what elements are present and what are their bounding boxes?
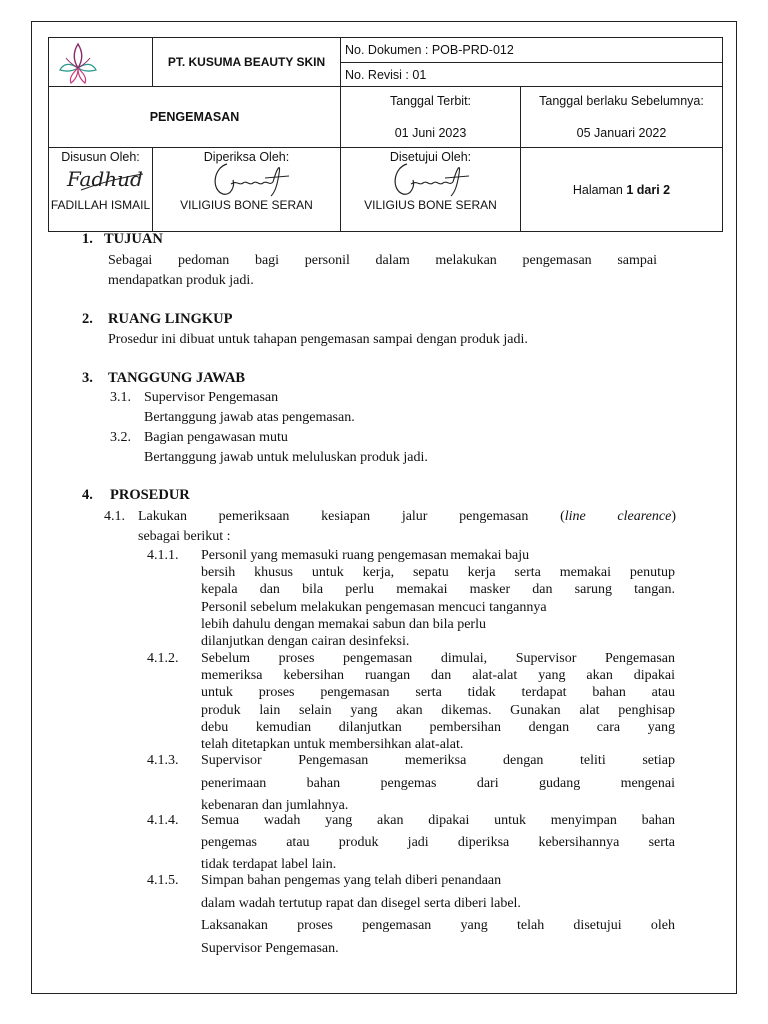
section-4-number: 4. [82, 487, 93, 503]
section-2-title: RUANG LINGKUP [108, 311, 233, 327]
procedure-item-line: Semua wadah yang akan dipakai untuk menyimpan bahan [201, 813, 675, 828]
procedure-item-line: Laksanakan proses pengemasan yang telah disetujui oleh [201, 918, 675, 933]
section-2-line-1: Prosedur ini dibuat untuk tahapan pengemasan sampai dengan produk jadi. [108, 332, 528, 347]
section-1-number: 1. [82, 231, 93, 247]
procedure-item-line: dilanjutkan dengan cairan desinfeksi. [201, 634, 410, 649]
procedure-item-line: lebih dahulu dengan memakai sabun dan bila perlu [201, 616, 486, 632]
checked-by-name: VILIGIUS BONE SERAN [180, 198, 313, 212]
logo-cell [49, 38, 153, 87]
page-label: Halaman [572, 182, 623, 197]
section-4-1-text: Lakukan pemeriksaan kesiapan jalur pengemasan ( [138, 509, 565, 524]
procedure-item-line: memeriksa kebersihan ruangan dan alat-alat yang akan dipakai [201, 668, 675, 684]
procedure-item-line: produk lain selain yang akan dikemas. Gunakan alat penghisap [201, 702, 675, 718]
section-3-2-number: 3.2. [110, 430, 131, 445]
procedure-item-line: bersih khusus untuk kerja, sepatu kerja serta memakai penutup [201, 565, 675, 581]
procedure-item-line: untuk proses pengemasan serta tidak terdapat bahan atau [201, 685, 675, 701]
section-4-title: PROSEDUR [110, 487, 190, 503]
section-1-title: TUJUAN [104, 231, 163, 247]
section-3-1-number: 3.1. [110, 390, 131, 405]
approved-by-label: Disetujui Oleh: [389, 150, 472, 164]
section-1-line-1: Sebagai pedoman bagi personil dalam melakukan pengemasan sampai [108, 253, 657, 268]
procedure-item-line: Personil yang memasuki ruang pengemasan memakai baju [201, 548, 530, 563]
page-number-cell [521, 148, 723, 232]
revision-number: No. Revisi : 01 [341, 63, 723, 87]
previous-date-cell [521, 87, 723, 148]
procedure-item-number: 4.1.1. [147, 548, 179, 563]
procedure-item-line: kebenaran dan jumlahnya. [201, 798, 349, 813]
procedure-item-number: 4.1.4. [147, 813, 179, 828]
document-number: No. Dokumen : POB-PRD-012 [341, 38, 723, 63]
section-4-1-line-1 [138, 507, 676, 526]
section-1-line-2: mendapatkan produk jadi. [108, 273, 254, 288]
procedure-item-line: penerimaan bahan pengemas dari gudang mengenai [201, 775, 675, 791]
prepared-by-name: FADILLAH ISMAIL [50, 198, 151, 212]
procedure-item-line: dalam wadah tertutup rapat dan disegel serta diberi label. [201, 895, 521, 911]
previous-date-label: Tanggal berlaku Sebelumnya: [539, 94, 704, 108]
procedure-item-line: pengemas atau produk jadi diperiksa kebersihannya serta [201, 835, 675, 850]
prepared-by-label: Disusun Oleh: [61, 150, 140, 164]
procedure-item-line: Supervisor Pengemasan memeriksa dengan teliti setiap [201, 753, 675, 768]
document-title: PENGEMASAN [49, 87, 341, 148]
procedure-item-line: Supervisor Pengemasan. [201, 940, 339, 956]
checked-by-cell [153, 148, 341, 232]
company-logo-icon [57, 40, 99, 86]
issued-date-cell [341, 87, 521, 148]
procedure-item-line: kepala dan bila perlu memakai masker dan sarung tangan. [201, 582, 675, 598]
issued-date-value: 01 Juni 2023 [394, 126, 467, 140]
procedure-item-line: Sebelum proses pengemasan dimulai, Supervisor Pengemasan [201, 651, 675, 666]
prepared-by-cell [49, 148, 153, 232]
section-3-1-text: Bertanggung jawab atas pengemasan. [144, 410, 355, 425]
procedure-item-line: Simpan bahan pengemas yang telah diberi penandaan [201, 873, 502, 888]
issued-date-label: Tanggal Terbit: [389, 94, 472, 108]
procedure-item-line: debu kemudian dilanjutkan pembersihan dengan cara yang [201, 719, 675, 735]
line-clearence-term: line clearence [564, 509, 672, 524]
procedure-item-number: 4.1.2. [147, 651, 179, 666]
section-3-number: 3. [82, 370, 93, 386]
section-3-title: TANGGUNG JAWAB [108, 370, 246, 386]
approved-by-cell [341, 148, 521, 232]
page-value: 1 dari 2 [626, 182, 671, 197]
section-4-1-close: ) [671, 509, 676, 524]
approved-by-name: VILIGIUS BONE SERAN [364, 198, 497, 212]
procedure-item-number: 4.1.3. [147, 753, 179, 768]
procedure-item-line: tidak terdapat label lain. [201, 857, 337, 872]
section-4-1-line-2: sebagai berikut : [138, 529, 231, 544]
section-4-1-number: 4.1. [104, 509, 125, 524]
signature-text: Fadhud [67, 167, 143, 191]
section-3-2-text: Bertanggung jawab untuk meluluskan produk jadi. [144, 450, 428, 465]
document-header-table [48, 37, 723, 232]
section-2-number: 2. [82, 311, 93, 327]
signature-fadillah-icon [63, 162, 147, 198]
previous-date-value: 05 Januari 2022 [576, 126, 667, 140]
procedure-item-line: telah ditetapkan untuk membersihkan alat-alat. [201, 737, 464, 752]
section-3-1-title: Supervisor Pengemasan [144, 390, 279, 405]
checked-by-label: Diperiksa Oleh: [203, 150, 290, 164]
procedure-item-line: Personil sebelum melakukan pengemasan mencuci tangannya [201, 599, 547, 615]
section-3-2-title: Bagian pengawasan mutu [144, 430, 288, 445]
procedure-item-number: 4.1.5. [147, 873, 179, 888]
company-name: PT. KUSUMA BEAUTY SKIN [153, 38, 341, 87]
